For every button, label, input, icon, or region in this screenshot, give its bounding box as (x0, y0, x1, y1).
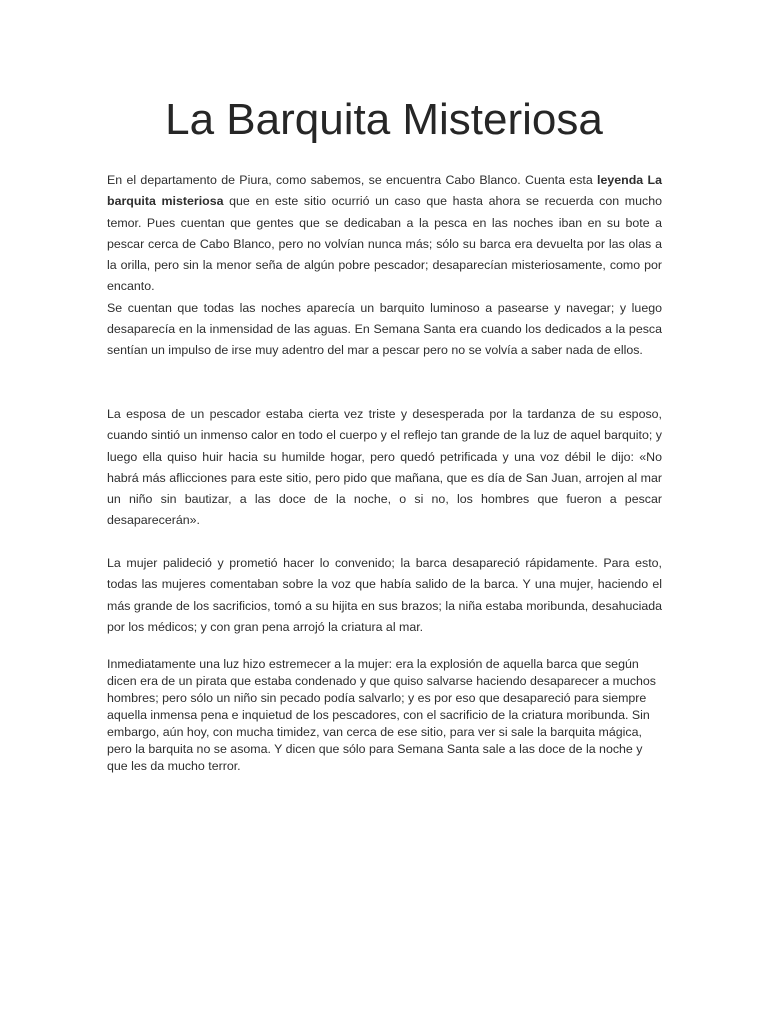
paragraph-group-1 (107, 170, 662, 362)
paragraph-1-text-d: que en este sitio ocurrió un caso que hasta ahora se recuerda con mucho temor. Pues cuentan que gentes que se dedicaban a la pesca en las noches iban en su bote a pescar cerca de Cabo Blanco, pero no volvían nunca más; sólo su barca era devuelta por las olas a la orilla, pero sin la menor seña de algún pobre pescador; desaparecían misteriosamente, como por encanto. (107, 194, 662, 294)
paragraph-1-bold-leyenda: leyenda (597, 173, 644, 187)
paragraph-3: La esposa de un pescador estaba cierta vez triste y desesperada por la tardanza de su esposo, cuando sintió un inmenso calor en todo el cuerpo y el reflejo tan grande de la luz de aquel barquito; y luego ella quiso huir hacia su humilde hogar, pero quedó petrificada y una voz débil le dijo: «No habrá más aflicciones para este sitio, pero pido que mañana, que es día de San Juan, arrojen al mar un niño sin bautizar, a las doce de la noche, o si no, los hombres que fueron a pescar desaparecerán». (107, 407, 662, 528)
paragraph-1 (107, 170, 662, 298)
paragraph-5: Inmediatamente una luz hizo estremecer a la mujer: era la explosión de aquella barca que según dicen era de un pirata que estaba condenado y que quiso salvarse haciendo desaparecer a muchos hombres; pero sólo un niño sin pecado podía salvarlo; y es por eso que desapareció para siempre aquella inmensa pena e inquietud de los pescadores, con el sacrificio de la criatura moribunda. Sin embargo, aún hoy, con mucha timidez, van cerca de ese sitio, para ver si sale la barquita mágica, pero la barquita no se asoma. Y dicen que sólo para Semana Santa sale a las doce de la noche y que les da mucho terror. (107, 657, 657, 773)
paragraph-group-3 (107, 404, 662, 532)
paragraph-2: Se cuentan que todas las noches aparecía un barquito luminoso a pasearse y navegar; y luego desaparecía en la inmensidad de las aguas. En Semana Santa era cuando los dedicados a la pesca sentían un impulso de irse muy adentro del mar a pescar pero no se volvía a saber nada de ellos. (107, 300, 662, 358)
paragraph-1-text-a: En el departamento de Piura, como sabemos, se encuentra Cabo Blanco. Cuenta esta (107, 173, 598, 187)
paragraph-4: La mujer palideció y prometió hacer lo convenido; la barca desapareció rápidamente. Para esto, todas las mujeres comentaban sobre la voz que había salido de la barca. Y una mujer, haciendo el más grande de los sacrificios, tomó a su hijita en sus brazos; la niña estaba moribunda, desahuciada por los médicos; y con gran pena arrojó la criatura al mar. (107, 556, 662, 634)
paragraph-1-bold-title: La barquita misteriosa (107, 173, 662, 209)
paragraph-group-5 (107, 656, 662, 775)
paragraph-group-4 (107, 553, 662, 638)
page-title: La Barquita Misteriosa (165, 95, 603, 144)
